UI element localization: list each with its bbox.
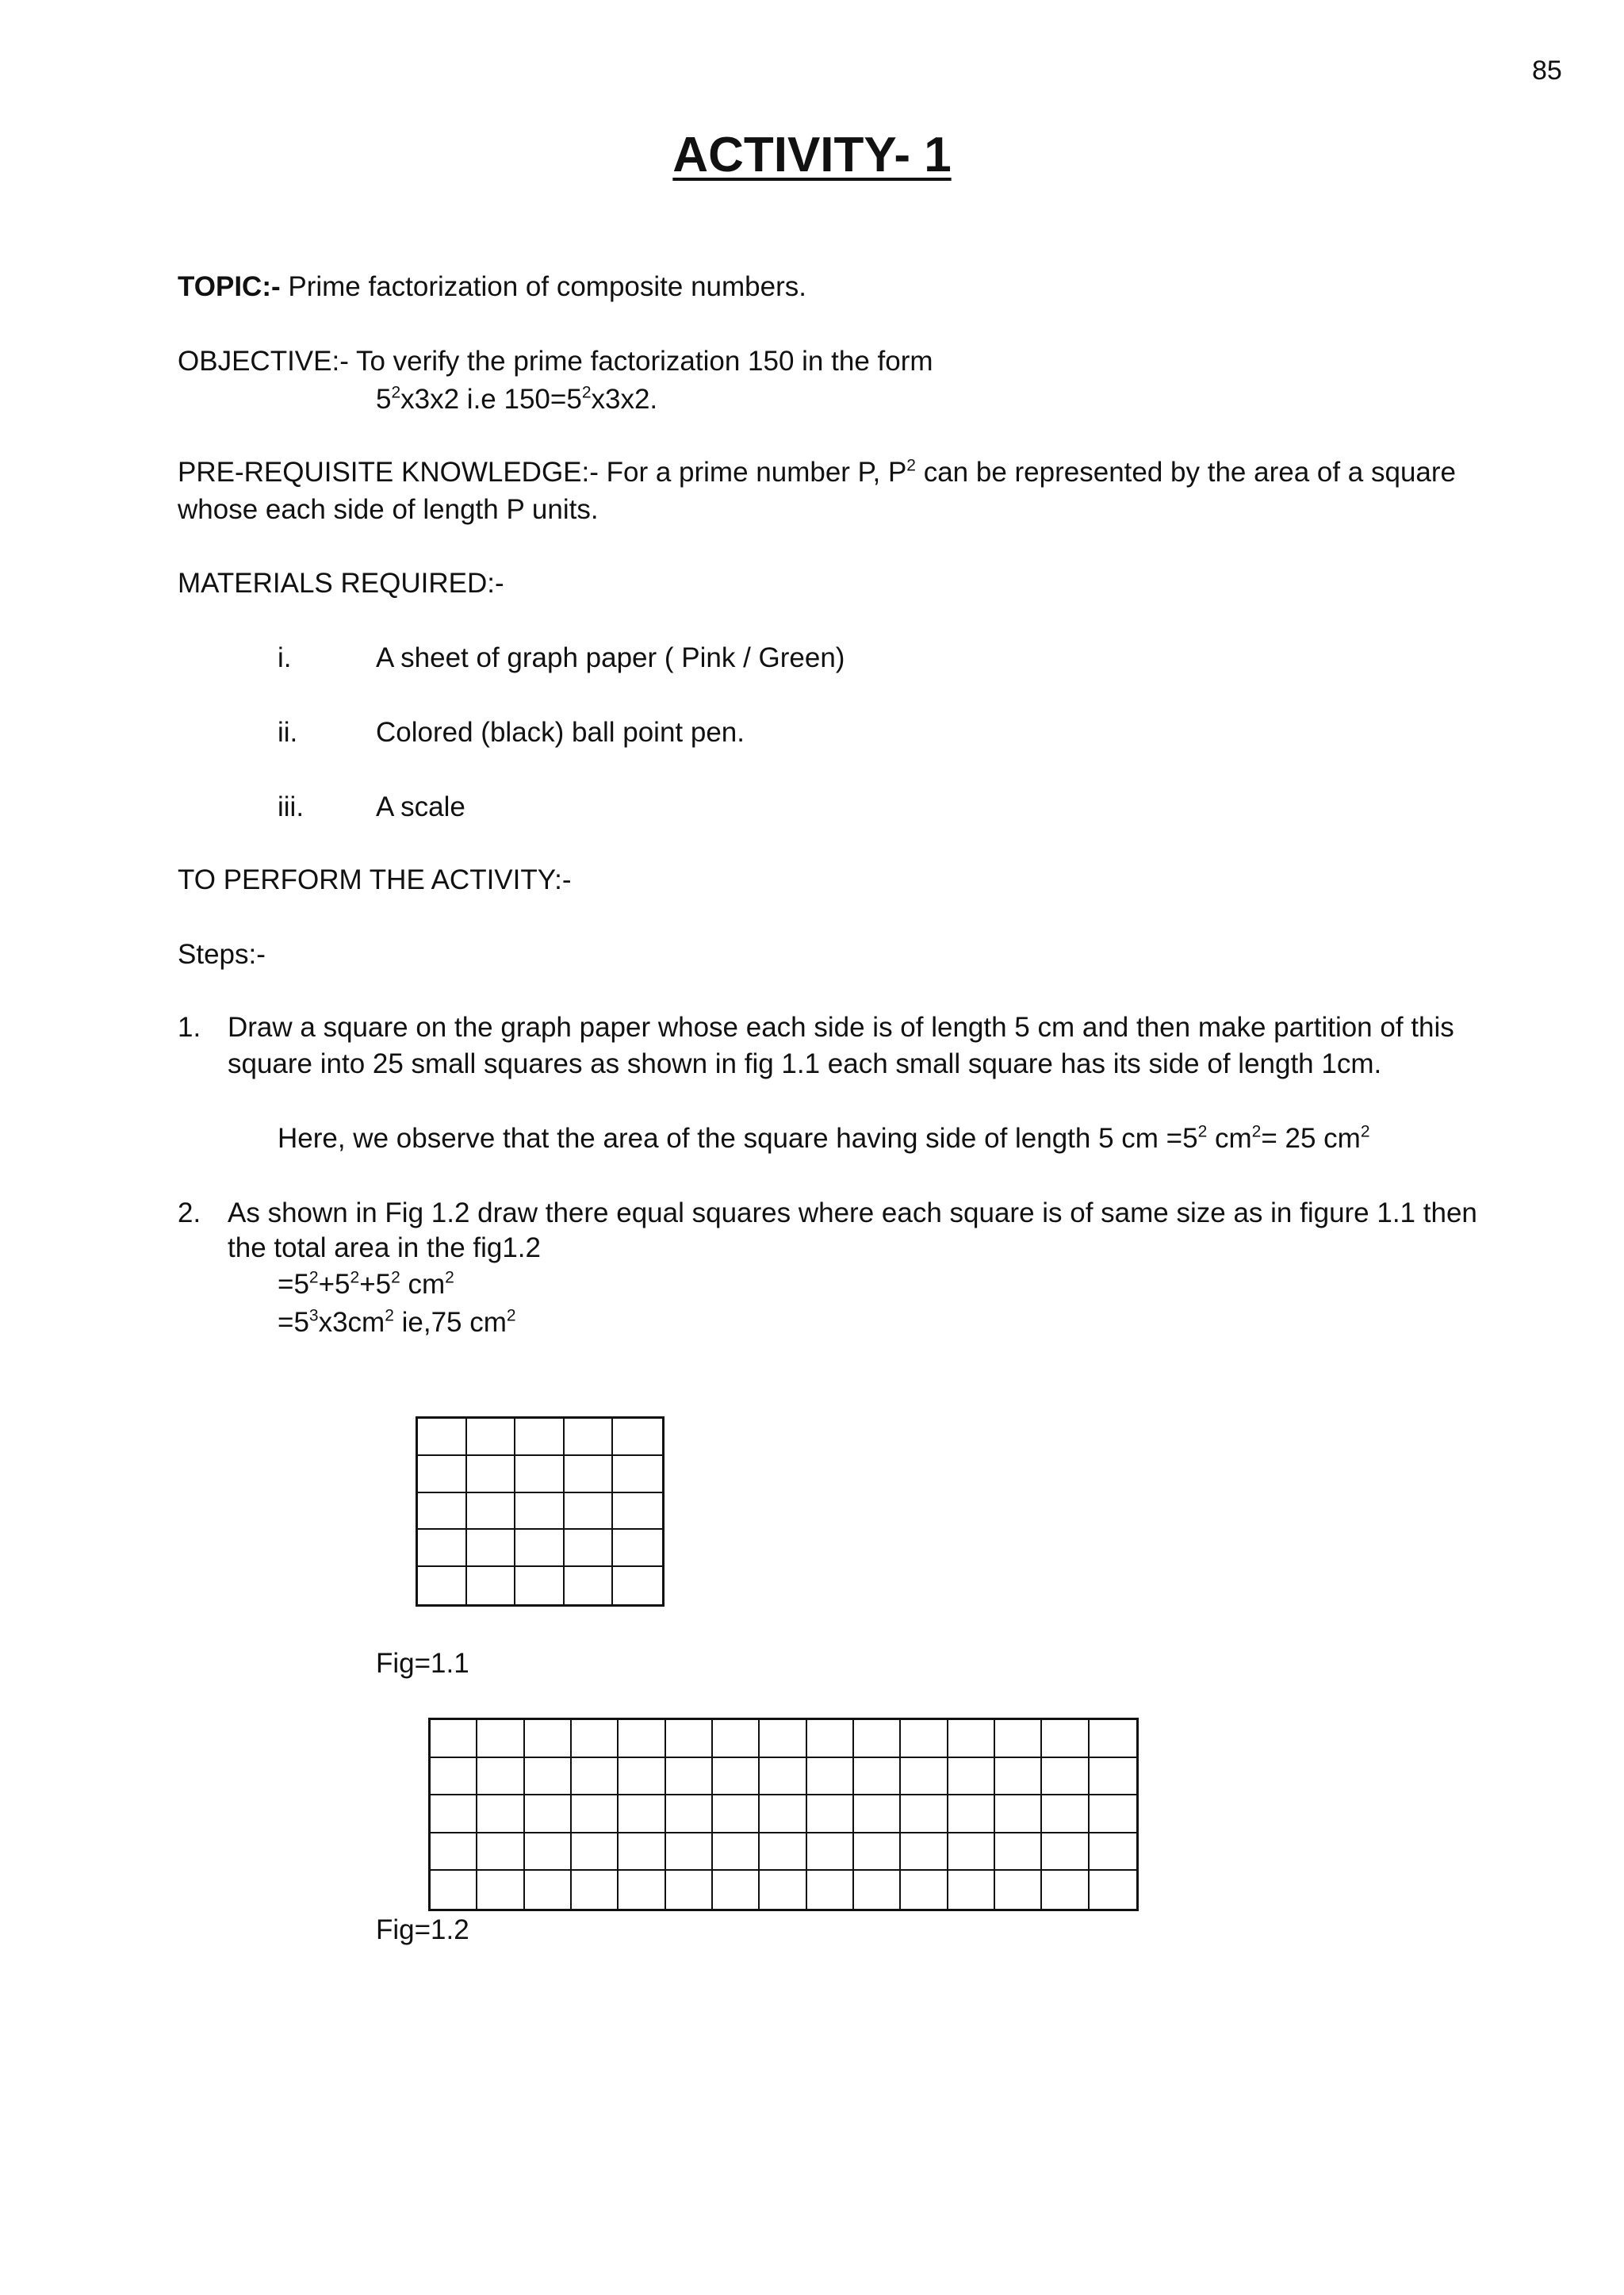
- grid-cell: [1090, 1720, 1136, 1758]
- grid-cell: [572, 1833, 619, 1872]
- grid-cell: [431, 1758, 477, 1796]
- grid-cell: [477, 1795, 524, 1833]
- prerequisite-text: can be represented by the area of a square: [915, 457, 1456, 488]
- grid-cell: [948, 1871, 995, 1909]
- step1-observation: [278, 1123, 1370, 1155]
- step2-equation-2: [278, 1307, 516, 1339]
- grid-cell: [854, 1720, 901, 1758]
- grid-cell: [854, 1871, 901, 1909]
- grid-cell: [431, 1833, 477, 1872]
- grid-cell: [713, 1833, 760, 1872]
- grid-cell: [525, 1720, 572, 1758]
- grid-cell: [477, 1720, 524, 1758]
- prerequisite-line-1: [178, 457, 1456, 489]
- grid-cell: [467, 1567, 516, 1604]
- grid-cell: [1042, 1795, 1089, 1833]
- step2-equation-1: [278, 1269, 454, 1301]
- grid-cell: [760, 1795, 806, 1833]
- grid-cell: [807, 1795, 854, 1833]
- step-number: 1.: [178, 1012, 201, 1043]
- grid-cell: [1042, 1833, 1089, 1872]
- superscript: 2: [445, 1268, 454, 1287]
- observation-text: = 25 cm: [1261, 1123, 1361, 1154]
- superscript: 2: [1360, 1122, 1370, 1141]
- grid-cell: [1090, 1758, 1136, 1796]
- page-number: 85: [1532, 56, 1562, 86]
- topic-text: Prime factorization of composite numbers.: [280, 271, 806, 302]
- grid-cell: [515, 1530, 565, 1567]
- grid-cell: [948, 1833, 995, 1872]
- superscript: 2: [385, 1306, 394, 1325]
- grid-cell: [572, 1795, 619, 1833]
- grid-cell: [431, 1871, 477, 1909]
- grid-cell: [477, 1833, 524, 1872]
- grid-cell: [807, 1833, 854, 1872]
- grid-cell: [713, 1795, 760, 1833]
- step-number: 2.: [178, 1197, 201, 1228]
- grid-cell: [807, 1758, 854, 1796]
- objective-text: x3x2.: [591, 384, 658, 415]
- grid-cell: [467, 1530, 516, 1567]
- equation-text: x3cm: [318, 1307, 385, 1338]
- superscript: 2: [1197, 1122, 1208, 1141]
- grid-cell: [613, 1493, 662, 1531]
- grid-cell: [995, 1758, 1042, 1796]
- equation-text: +5: [318, 1269, 350, 1300]
- topic-line: [178, 271, 806, 303]
- superscript: 2: [506, 1306, 516, 1325]
- grid-cell: [807, 1720, 854, 1758]
- grid-cell: [948, 1795, 995, 1833]
- objective-text: x3x2 i.e 150=5: [400, 384, 582, 415]
- equation-text: cm: [400, 1269, 446, 1300]
- perform-heading: TO PERFORM THE ACTIVITY:-: [178, 864, 572, 895]
- grid-cell: [515, 1419, 565, 1456]
- grid-cell: [1042, 1871, 1089, 1909]
- superscript: 2: [391, 383, 401, 402]
- grid-cell: [995, 1795, 1042, 1833]
- grid-cell: [418, 1530, 467, 1567]
- grid-cell: [1090, 1833, 1136, 1872]
- equation-text: +5: [359, 1269, 392, 1300]
- grid-cell: [760, 1720, 806, 1758]
- grid-cell: [995, 1833, 1042, 1872]
- grid-cell: [572, 1871, 619, 1909]
- grid-cell: [666, 1833, 713, 1872]
- grid-cell: [477, 1871, 524, 1909]
- grid-cell: [467, 1493, 516, 1531]
- observation-text: Here, we observe that the area of the square having side of length 5 cm =5: [278, 1123, 1198, 1154]
- equation-text: ie,75 cm: [393, 1307, 507, 1338]
- grid-cell: [525, 1871, 572, 1909]
- grid-cell: [760, 1758, 806, 1796]
- grid-cell: [515, 1567, 565, 1604]
- grid-cell: [418, 1456, 467, 1493]
- step1-line-1: Draw a square on the graph paper whose each side is of length 5 cm and then make partition of this: [228, 1012, 1454, 1043]
- grid-cell: [418, 1493, 467, 1531]
- grid-cell: [854, 1833, 901, 1872]
- superscript: 2: [350, 1268, 360, 1287]
- grid-cell: [807, 1871, 854, 1909]
- grid-cell: [713, 1720, 760, 1758]
- step1-line-2: square into 25 small squares as shown in fig 1.1 each small square has its side of length 1cm.: [228, 1048, 1382, 1079]
- superscript: 2: [906, 456, 916, 475]
- grid-cell: [565, 1567, 614, 1604]
- grid-cell: [1042, 1720, 1089, 1758]
- observation-text: cm: [1207, 1123, 1252, 1154]
- grid-cell: [713, 1758, 760, 1796]
- grid-cell: [713, 1871, 760, 1909]
- grid-cell: [525, 1758, 572, 1796]
- figure-1-2-grid: [428, 1718, 1139, 1911]
- superscript: 3: [308, 1306, 319, 1325]
- figure-1-1-grid: [416, 1416, 665, 1607]
- grid-cell: [854, 1758, 901, 1796]
- grid-cell: [901, 1758, 948, 1796]
- figure-1-2-caption: Fig=1.2: [376, 1914, 469, 1945]
- equation-text: =5: [278, 1307, 309, 1338]
- grid-cell: [572, 1758, 619, 1796]
- prerequisite-line-2: whose each side of length P units.: [178, 494, 599, 525]
- grid-cell: [1042, 1758, 1089, 1796]
- grid-cell: [418, 1567, 467, 1604]
- prerequisite-text: PRE-REQUISITE KNOWLEDGE:- For a prime number P, P: [178, 457, 907, 488]
- grid-cell: [431, 1720, 477, 1758]
- grid-cell: [948, 1758, 995, 1796]
- grid-cell: [613, 1530, 662, 1567]
- materials-heading: MATERIALS REQUIRED:-: [178, 568, 504, 599]
- grid-cell: [901, 1871, 948, 1909]
- objective-line-1: OBJECTIVE:- To verify the prime factorization 150 in the form: [178, 346, 933, 377]
- grid-cell: [619, 1720, 665, 1758]
- grid-cell: [901, 1833, 948, 1872]
- step2-line-2: the total area in the fig1.2: [228, 1232, 541, 1263]
- material-number: ii.: [278, 717, 298, 748]
- superscript: 2: [308, 1268, 319, 1287]
- objective-line-2: [376, 384, 657, 416]
- grid-cell: [477, 1758, 524, 1796]
- topic-label: TOPIC:-: [178, 271, 281, 302]
- grid-cell: [619, 1871, 665, 1909]
- title-text: ACTIVITY- 1: [672, 128, 952, 182]
- grid-cell: [666, 1795, 713, 1833]
- grid-cell: [666, 1871, 713, 1909]
- grid-cell: [1090, 1871, 1136, 1909]
- grid-cell: [1090, 1795, 1136, 1833]
- material-number: i.: [278, 642, 292, 673]
- grid-cell: [565, 1419, 614, 1456]
- equation-text: =5: [278, 1269, 309, 1300]
- grid-cell: [515, 1493, 565, 1531]
- grid-cell: [995, 1720, 1042, 1758]
- grid-cell: [760, 1871, 806, 1909]
- grid-cell: [619, 1795, 665, 1833]
- grid-cell: [572, 1720, 619, 1758]
- grid-cell: [613, 1419, 662, 1456]
- material-item: Colored (black) ball point pen.: [376, 717, 745, 748]
- material-item: A scale: [376, 791, 465, 822]
- grid-cell: [619, 1833, 665, 1872]
- grid-cell: [467, 1456, 516, 1493]
- grid-cell: [901, 1720, 948, 1758]
- page-title: [0, 127, 1624, 183]
- grid-cell: [666, 1720, 713, 1758]
- grid-cell: [515, 1456, 565, 1493]
- grid-cell: [613, 1567, 662, 1604]
- grid-cell: [613, 1456, 662, 1493]
- objective-text: 5: [376, 384, 392, 415]
- grid-cell: [565, 1456, 614, 1493]
- superscript: 2: [391, 1268, 400, 1287]
- material-item: A sheet of graph paper ( Pink / Green): [376, 642, 845, 673]
- grid-cell: [525, 1795, 572, 1833]
- grid-cell: [431, 1795, 477, 1833]
- grid-cell: [418, 1419, 467, 1456]
- grid-cell: [666, 1758, 713, 1796]
- steps-heading: Steps:-: [178, 939, 266, 970]
- superscript: 2: [581, 383, 592, 402]
- material-number: iii.: [278, 791, 304, 822]
- grid-cell: [565, 1493, 614, 1531]
- grid-cell: [565, 1530, 614, 1567]
- grid-cell: [995, 1871, 1042, 1909]
- step2-line-1: As shown in Fig 1.2 draw there equal squares where each square is of same size as in figure 1.1 then: [228, 1197, 1477, 1228]
- grid-cell: [525, 1833, 572, 1872]
- grid-cell: [901, 1795, 948, 1833]
- grid-cell: [619, 1758, 665, 1796]
- grid-cell: [948, 1720, 995, 1758]
- figure-1-1-caption: Fig=1.1: [376, 1648, 469, 1679]
- grid-cell: [760, 1833, 806, 1872]
- grid-cell: [854, 1795, 901, 1833]
- grid-cell: [467, 1419, 516, 1456]
- superscript: 2: [1251, 1122, 1262, 1141]
